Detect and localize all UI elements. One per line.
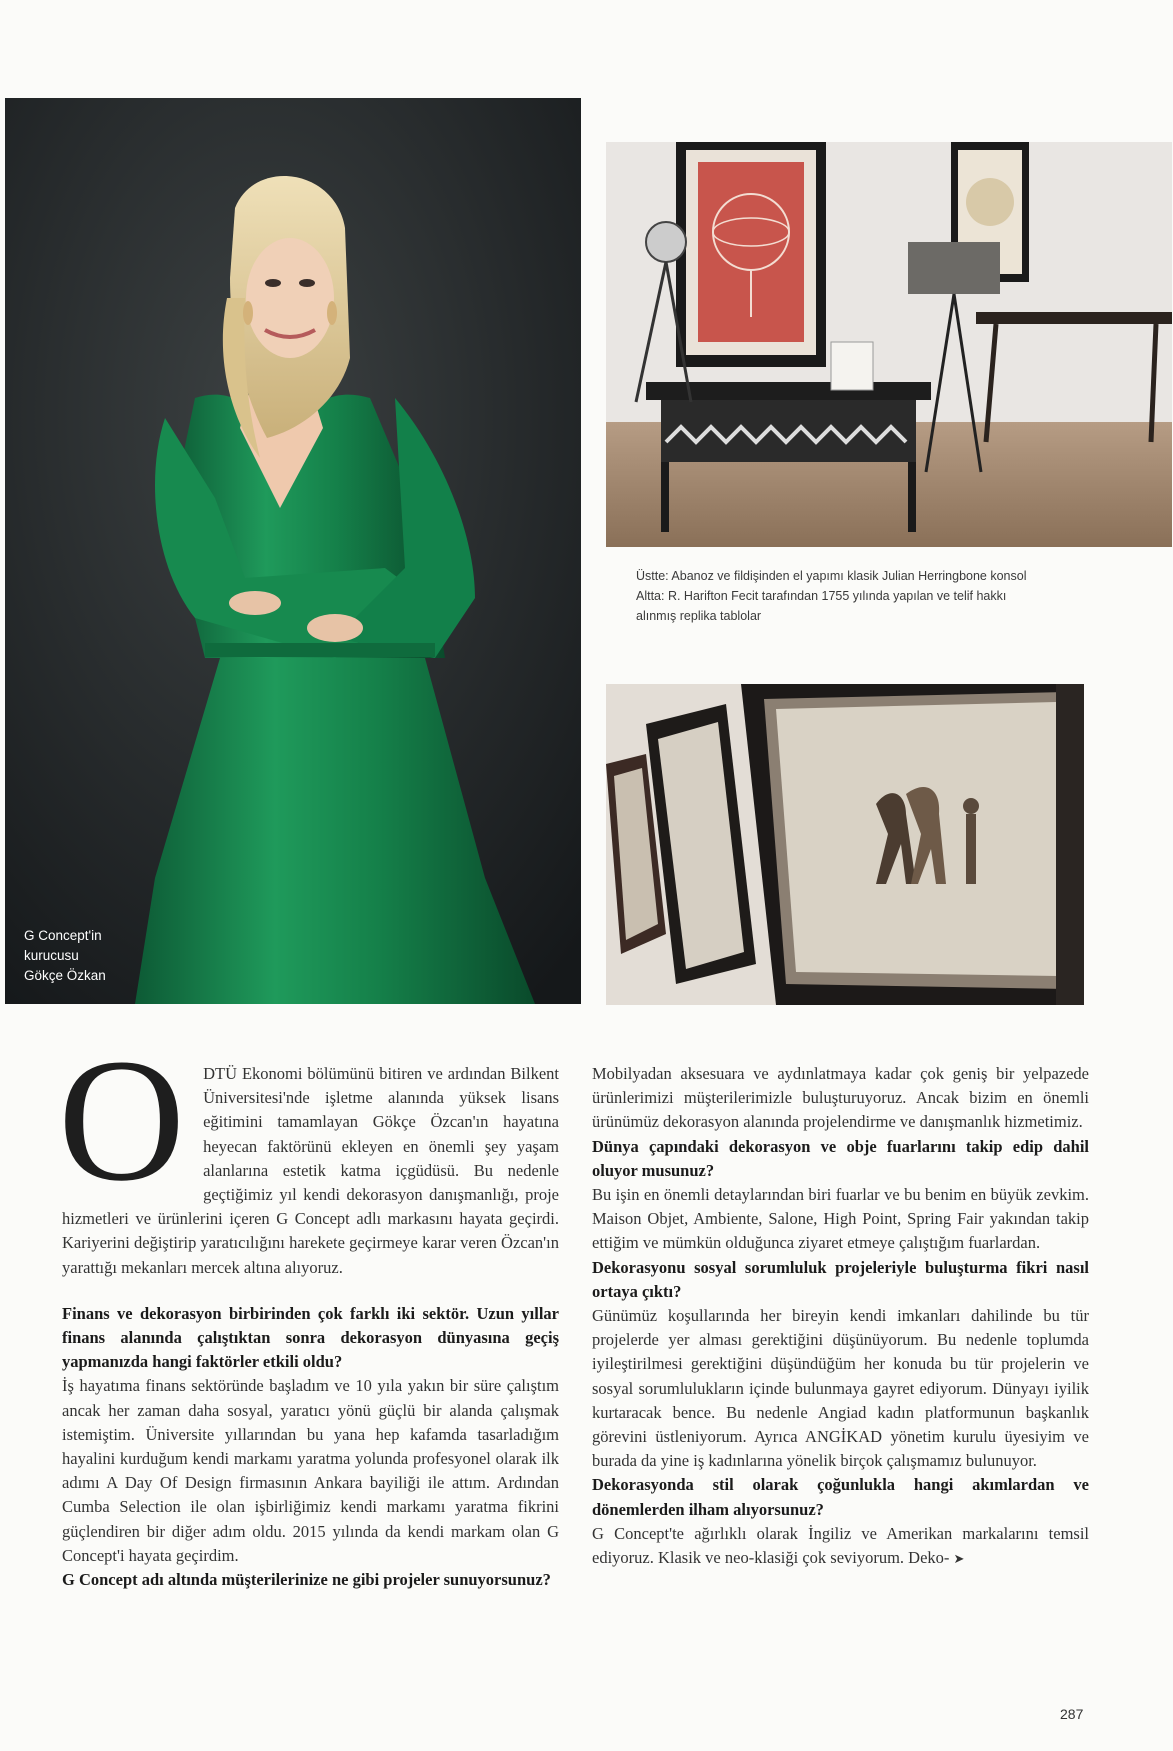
interview-answer: Mobilyadan aksesuara ve aydınlatmaya kadar çok geniş bir yelpazede ürünlerimizi müşterilerimizle buluşturuyoruz. Ancak bizim en önemli ürünümüz dekorasyon alanında projelendirme ve danışmanlık hizmetimiz.: [592, 1064, 1089, 1132]
interview-answer-continued: [592, 1522, 1089, 1572]
interview-question: Finans ve dekorasyon birbirinden çok farklı iki sektör. Uzun yıllar finans alanında çalıştıktan sonra dekorasyon dünyasına geçiş yapmanızda hangi faktörler etkili oldu?: [62, 1303, 559, 1372]
article-intro: DTÜ Ekonomi bölümünü bitiren ve ardından Bilkent Üniversitesi'nde işletme alanında yüksek lisans eğitimini tamamlayan Gökçe Özcan'ın hayatına heyecan faktörünü ekleyen en önemli şey yaşam alanlarına estetik katma içgüdüsü. Bu nedenle geçtiğimiz yıl kendi dekorasyon danışmanlığı, proje hizmetleri ve ürünlerini içeren G Concept adlı markasını hayata geçirdi. Kariyerini değiştirip yaratıcılığını harekete geçirmeye karar veren Özcan'ın yarattığı mekanları mercek altına alıyoruz.: [62, 1064, 559, 1277]
interior-caption-line: alınmış replika tablolar: [636, 609, 762, 623]
portrait-photo: [5, 98, 581, 1004]
interview-question: G Concept adı altında müşterilerinize ne gibi projeler sunuyorsunuz?: [62, 1570, 551, 1590]
portrait-caption: [24, 926, 184, 986]
article-column-left: [58, 1023, 559, 1592]
portrait-caption-line: kurucusu: [24, 948, 79, 963]
interview-answer: Bu işin en önemli detaylarından biri fuarlar ve bu benim en büyük zevkim. Maison Objet, Ambiente, Salone, High Point, Spring Fair yakından takip ettiğim ve mümkün olduğunca ziyaret etmeye çalıştığım fuarlardan.: [592, 1185, 1089, 1253]
framed-prints-photo: [606, 684, 1084, 1005]
interview-answer: İş hayatıma finans sektöründe başladım ve 10 yıla yakın bir süre çalıştım ancak her zaman daha sosyal, yaratıcı yönü güçlü bir alanda çalışmak istemiştim. Üniversite yıllarından bu yana hep kafamda tasarladığım hayalini kurduğum kendi markamı yaratma yolunda profesyonel olarak ilk adımı A Day Of Design firmasının Ankara bayiliği ile attım. Ardından Cumba Selection ile olan işbirliğimiz kendi markamı yaratma fikrini güçlendiren bir diğer adım oldu. 2015 yılında da kendi markam olan G Concept'i hayata geçirdim.: [62, 1376, 559, 1565]
drop-cap: O: [58, 1023, 186, 1218]
interview-question: Dünya çapındaki dekorasyon ve obje fuarlarını takip edip dahil oluyor musunuz?: [592, 1136, 1089, 1180]
interview-question: Dekorasyonda stil olarak çoğunlukla hangi akımlardan ve dönemlerden ilham alıyorsunuz?: [592, 1475, 1089, 1519]
arrow-right-icon: ➤: [953, 1552, 965, 1568]
interview-answer: Günümüz koşullarında her bireyin kendi imkanları dahilinde bu tür projelerde yer alması gerektiğini düşünüyorum. Bu nedenle toplumda iyileştirilmesi gerektiğini düşündüğüm her konuda bu tür projelerin ve sosyal sorumlulukların içinde bulunmaya gayret ediyorum. Dünyayı iyilik kurtaracak bence. Bu nedenle Angiad kadın platformunun başkanlık görevini üstleniyorum. Ayrıca ANGİKAD yönetim kurulu üyesiyim ve burada da yine iş kadınlarına yönelik birçok çalışmamız bulunuyor.: [592, 1306, 1089, 1471]
interior-photo: [606, 142, 1172, 547]
interview-answer: G Concept'te ağırlıklı olarak İngiliz ve Amerikan markalarını temsil ediyoruz. Klasik ve neo-klasiği çok seviyorum. Deko-: [592, 1523, 1089, 1568]
interview-question: Dekorasyonu sosyal sorumluluk projeleriyle buluşturma fikri nasıl ortaya çıktı?: [592, 1257, 1089, 1301]
page-number: 287: [1060, 1706, 1084, 1722]
portrait-caption-line: G Concept'in: [24, 928, 102, 943]
interior-caption: [636, 566, 1106, 626]
article-column-right: [592, 1062, 1089, 1572]
interior-caption-line: Üstte: Abanoz ve fildişinden el yapımı klasik Julian Herringbone konsol: [636, 569, 1027, 583]
portrait-caption-line: Gökçe Özkan: [24, 968, 106, 983]
interior-caption-line: Altta: R. Harifton Fecit tarafından 1755 yılında yapılan ve telif hakkı: [636, 589, 1007, 603]
